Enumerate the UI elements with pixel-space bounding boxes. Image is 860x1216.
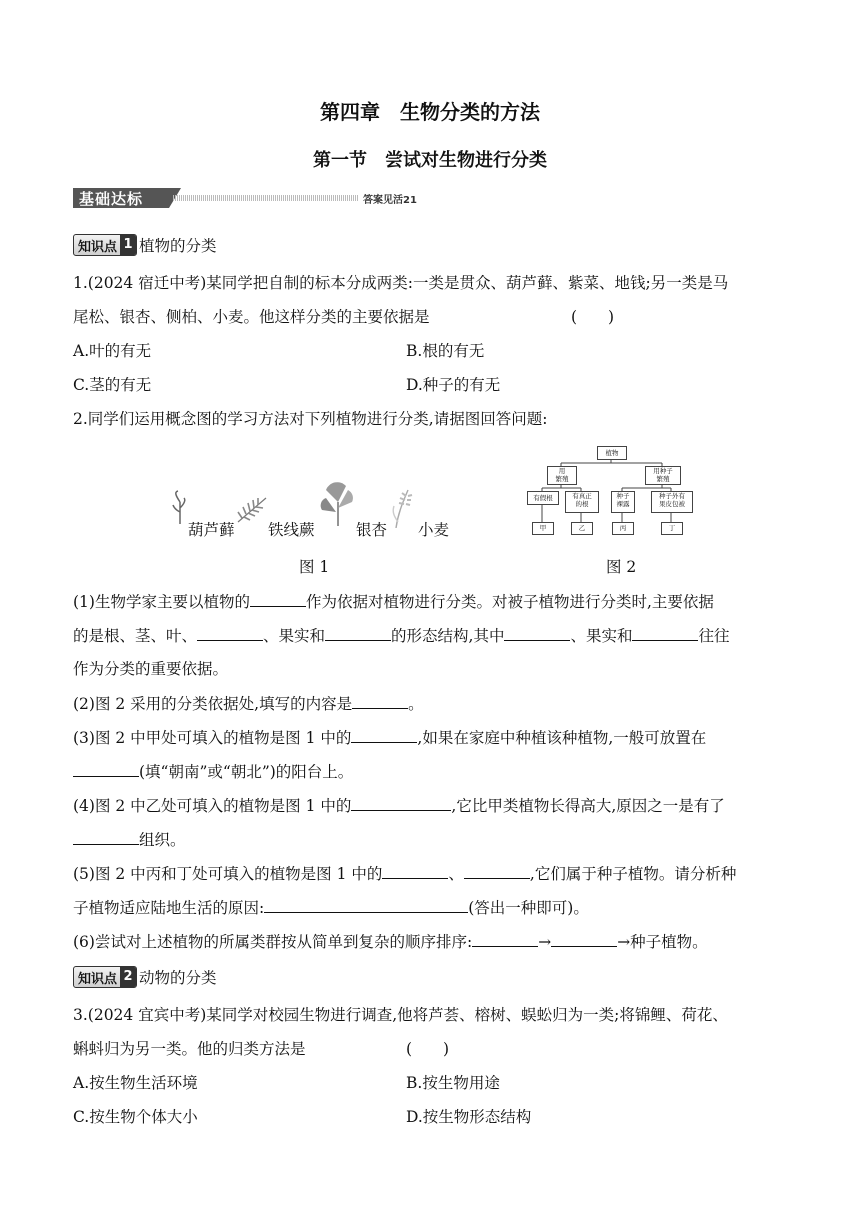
section-title: 第一节 尝试对生物进行分类: [313, 150, 547, 171]
q2-part3-line2: (填“朝南”或“朝北”)的阳台上。: [73, 760, 353, 783]
q3-option-c: C.按生物个体大小: [73, 1108, 198, 1126]
answer-blank[interactable]: [351, 794, 451, 811]
figure-2: [524, 444, 704, 536]
chapter-title: 第四章 生物分类的方法: [320, 100, 540, 124]
q1-answer-paren: ( ): [571, 308, 615, 326]
figure-1: [170, 482, 460, 542]
answer-blank[interactable]: [472, 930, 538, 947]
q2-part6: (6)尝试对上述植物的所属类群按从简单到复杂的顺序排序: → →种子植物。: [73, 930, 708, 953]
answer-blank[interactable]: [551, 930, 617, 947]
tree-node-enclosed-seed: 种子外有 果皮包被: [651, 491, 693, 513]
q2-stem: 2.同学们运用概念图的学习方法对下列植物进行分类,请据图回答问题:: [73, 410, 548, 428]
q2-part1-line2: 的是根、茎、叶、 、果实和 的形态结构,其中 、果实和 往往: [73, 624, 730, 647]
answer-blank[interactable]: [504, 624, 570, 641]
plant-label-moss: 葫芦藓: [188, 521, 235, 539]
banner-label: 基础达标: [79, 190, 144, 208]
tree-node-spore: 用 繁殖: [547, 466, 577, 485]
answer-blank[interactable]: [264, 896, 468, 913]
fern-icon: [236, 496, 270, 524]
answer-blank[interactable]: [351, 726, 417, 743]
kp2-title: 动物的分类: [139, 969, 217, 987]
q1-option-a: A.叶的有无: [73, 342, 152, 360]
plant-label-wheat: 小麦: [418, 521, 450, 539]
q2-part3-line1: (3)图 2 中甲处可填入的植物是图 1 中的 ,如果在家庭中种植该种植物,一般可放置在: [73, 726, 706, 749]
q1-option-b: B.根的有无: [406, 342, 485, 360]
tree-slot-jia: 甲: [532, 522, 554, 535]
kp1-badge: 知识点 1: [73, 234, 137, 256]
answer-blank[interactable]: [197, 624, 263, 641]
tree-node-false-root: 有假根: [527, 491, 559, 505]
q2-part5-line1: (5)图 2 中丙和丁处可填入的植物是图 1 中的 、 ,它们属于种子植物。请分析种: [73, 862, 736, 885]
kp2-badge: 知识点 2: [73, 966, 137, 988]
q2-part1-line3: 作为分类的重要依据。: [73, 660, 229, 678]
tree-slot-yi: 乙: [571, 522, 593, 535]
q3-answer-paren: ( ): [406, 1040, 450, 1058]
kp1-title: 植物的分类: [139, 237, 217, 255]
q2-part1-line1: (1)生物学家主要以植物的 作为依据对植物进行分类。对被子植物进行分类时,主要依据: [73, 590, 714, 613]
q3-option-d: D.按生物形态结构: [406, 1108, 532, 1126]
plant-label-fern: 铁线蕨: [268, 521, 315, 539]
answer-blank[interactable]: [250, 590, 306, 607]
answer-blank[interactable]: [325, 624, 391, 641]
answer-blank[interactable]: [73, 828, 139, 845]
q3-stem-line1: 3.(2024 宜宾中考)某同学对校园生物进行调查,他将芦荟、榕树、蜈蚣归为一类;将锦鲤、荷花、: [73, 1006, 728, 1024]
moss-icon: [170, 490, 190, 524]
tree-node-naked-seed: 种子 裸露: [611, 491, 635, 513]
knowledge-point-2: [73, 966, 217, 988]
q2-part4-line1: (4)图 2 中乙处可填入的植物是图 1 中的 ,它比甲类植物长得高大,原因之一是有了: [73, 794, 725, 817]
answer-blank[interactable]: [382, 862, 448, 879]
q3-option-a: A.按生物生活环境: [73, 1074, 198, 1092]
wheat-icon: [388, 486, 416, 528]
tree-node-seed: 用种子 繁殖: [645, 466, 681, 485]
q1-stem-line1: 1.(2024 宿迁中考)某同学把自制的标本分成两类:一类是贯众、葫芦藓、紫菜、地钱;另一类是马: [73, 274, 729, 292]
q3-option-b: B.按生物用途: [406, 1074, 500, 1092]
q1-stem-line2: 尾松、银杏、侧柏、小麦。他这样分类的主要依据是: [73, 308, 430, 326]
q3-stem-line2: 蝌蚪归为另一类。他的归类方法是: [73, 1040, 306, 1058]
answer-blank[interactable]: [352, 692, 408, 709]
q2-part4-line2: 组织。: [73, 828, 186, 851]
tree-slot-ding: 丁: [661, 522, 683, 535]
knowledge-point-1: [73, 234, 217, 256]
basic-banner: [73, 186, 428, 210]
tree-slot-bing: 丙: [612, 522, 634, 535]
tree-node-true-root: 有真正 的根: [565, 491, 599, 513]
answer-blank[interactable]: [632, 624, 698, 641]
q1-option-c: C.茎的有无: [73, 376, 152, 394]
answer-blank[interactable]: [73, 760, 139, 777]
ginkgo-icon: [318, 482, 358, 528]
q1-option-d: D.种子的有无: [406, 376, 501, 394]
plant-label-ginkgo: 银杏: [356, 521, 388, 539]
q2-part2: (2)图 2 采用的分类依据处,填写的内容是 。: [73, 692, 424, 715]
answer-blank[interactable]: [464, 862, 530, 879]
tree-root-node: 植物: [597, 446, 627, 460]
figure-1-caption: 图 1: [299, 558, 330, 576]
answer-reference: 答案见活21: [363, 195, 417, 206]
q2-part5-line2: 子植物适应陆地生活的原因: (答出一种即可)。: [73, 896, 589, 919]
figure-2-caption: 图 2: [606, 558, 637, 576]
